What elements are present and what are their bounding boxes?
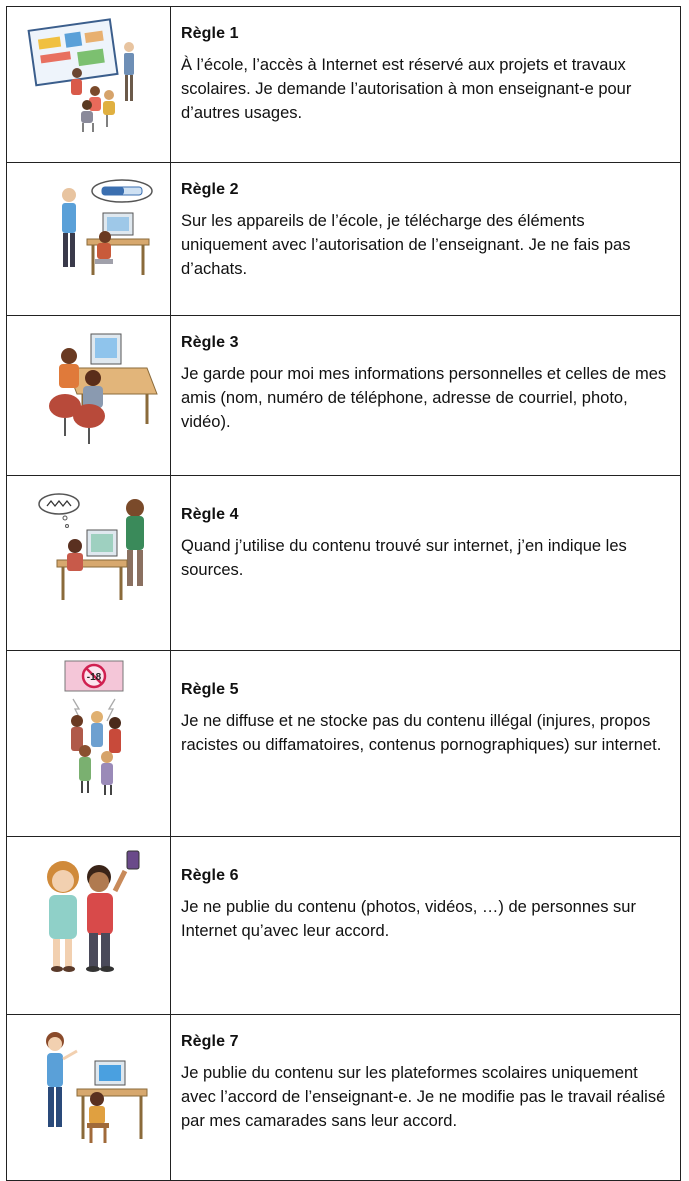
rule-4-image-cell: [7, 476, 171, 651]
rule-5-image-cell: [7, 651, 171, 837]
rule-1-image-cell: [7, 7, 171, 163]
rule-1-text: À l’école, l’accès à Internet est réservé aux projets et travaux scolaires. Je demande l’autorisation à mon enseignant-e pour d’autres usages.: [181, 56, 632, 122]
classroom-whiteboard-illustration: [7, 7, 170, 144]
rule-2-title: Règle 2: [181, 181, 239, 198]
rule-2-text-cell: [171, 163, 681, 316]
teacher-and-student-illustration: [7, 1015, 170, 1162]
rule-6-text: Je ne publie du contenu (photos, vidéos, …) de personnes sur Internet qu’avec leur accord.: [181, 898, 636, 940]
rule-row-6: [7, 837, 681, 1015]
rule-5-title: Règle 5: [181, 681, 239, 698]
rule-row-3: [7, 316, 681, 476]
selfie-friends-illustration: [7, 837, 170, 984]
rule-row-5: [7, 651, 681, 837]
www-sources-illustration: [7, 476, 170, 620]
rule-6-text-cell: [171, 837, 681, 1015]
rule-7-text-cell: [171, 1015, 681, 1181]
rule-3-text-cell: [171, 316, 681, 476]
kids-at-computer-illustration: [7, 316, 170, 457]
download-progress-illustration: [7, 163, 170, 297]
rule-1-text-cell: [171, 7, 681, 163]
rule-4-text: Quand j’utilise du contenu trouvé sur internet, j’en indique les sources.: [181, 537, 627, 579]
rule-row-2: [7, 163, 681, 316]
rule-7-text: Je publie du contenu sur les plateformes scolaires uniquement avec l’accord de l’enseignant-e. Je ne modifie pas le travail réalisé par mes camarades sans leur accord.: [181, 1064, 666, 1130]
rule-3-text: Je garde pour moi mes informations personnelles et celles de mes amis (nom, numéro de téléphone, adresse de courriel, photo, vidéo).: [181, 365, 667, 431]
rule-7-title: Règle 7: [181, 1033, 239, 1050]
rule-2-text: Sur les appareils de l’école, je télécharge des éléments uniquement avec l’autorisation de l’enseignant. Je ne fais pas d’achats.: [181, 212, 631, 278]
rule-row-1: [7, 7, 681, 163]
under-18-sign-text: -18: [86, 672, 102, 683]
rule-1-title: Règle 1: [181, 25, 239, 42]
no-under-18-illustration: [7, 651, 170, 806]
rule-7-image-cell: [7, 1015, 171, 1181]
rule-2-image-cell: [7, 163, 171, 316]
rules-table: [6, 6, 681, 1181]
rule-row-7: [7, 1015, 681, 1181]
rule-6-image-cell: [7, 837, 171, 1015]
rule-3-title: Règle 3: [181, 334, 239, 351]
rule-4-title: Règle 4: [181, 506, 239, 523]
rule-3-image-cell: [7, 316, 171, 476]
rule-5-text-cell: [171, 651, 681, 837]
rule-4-text-cell: [171, 476, 681, 651]
rule-6-title: Règle 6: [181, 867, 239, 884]
rule-row-4: [7, 476, 681, 651]
rule-5-text: Je ne diffuse et ne stocke pas du contenu illégal (injures, propos racistes ou diffamatoires, contenus pornographiques) sur internet.: [181, 712, 662, 754]
